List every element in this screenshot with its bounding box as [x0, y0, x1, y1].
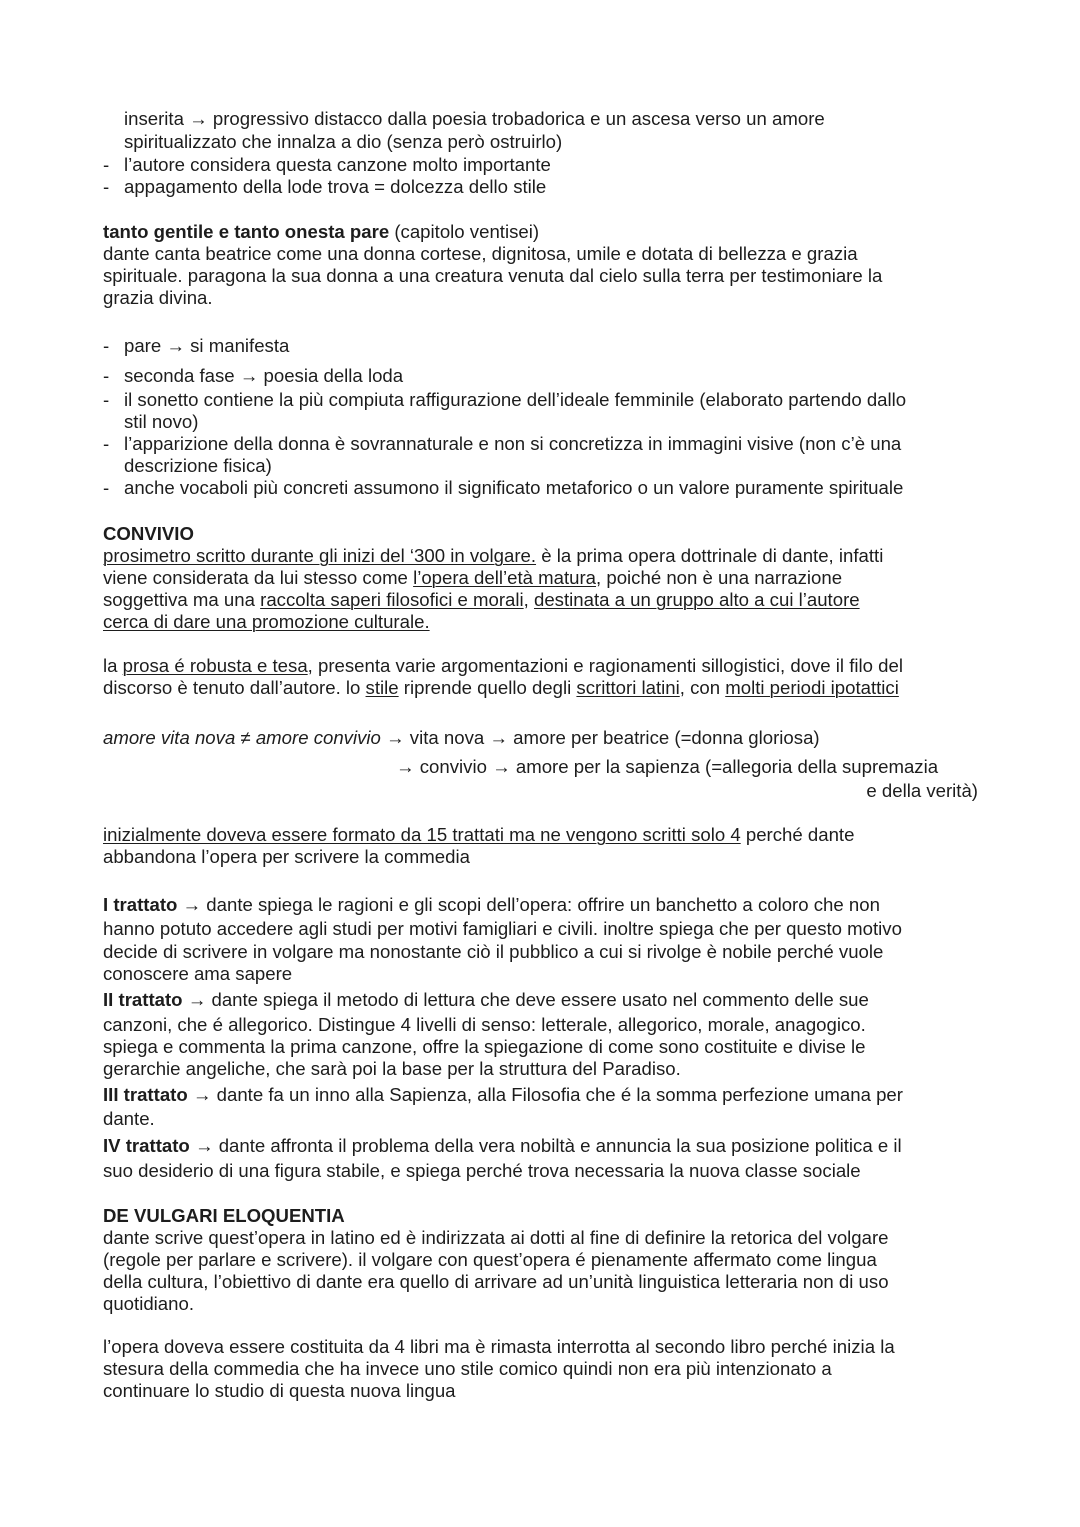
convivio-q1-text: la: [103, 655, 123, 676]
tg-item-d1: l’apparizione della donna è sovrannaturale e non si concretizza in immagini visive (non c’è una: [124, 433, 902, 454]
comparison-vita-nova: → vita nova → amore per beatrice (=donna gloriosa): [380, 727, 820, 748]
comparison-line-1: [103, 727, 820, 750]
dve-p1: dante scrive quest’opera in latino ed è indirizzata ai dotti al fine di definire la retorica del volgare: [103, 1227, 889, 1248]
dve-p2: (regole per parlare e scrivere). il volgare con quest’opera é pienamente affermato come lingua: [103, 1249, 877, 1270]
dve-q1: l’opera doveva essere costituita da 4 libri ma è rimasta interrotta al secondo libro perché inizia la: [103, 1336, 895, 1357]
trattato-1-line-1: [103, 894, 880, 917]
convivio-q2-text: discorso è tenuto dall’autore. lo: [103, 677, 366, 698]
tanto-gentile-p1: dante canta beatrice come una donna cortese, dignitosa, umile e dotata di bellezza e grazia: [103, 243, 858, 264]
bullet-dash: -: [103, 154, 110, 175]
intro-line-4: appagamento della lode trova = dolcezza dello stile: [124, 176, 547, 197]
trattato-3-line-2: dante.: [103, 1108, 155, 1129]
convivio-p3-text: soggettiva ma una: [103, 589, 261, 610]
dve-p4: quotidiano.: [103, 1293, 194, 1314]
trattato-4-label: IV trattato: [103, 1135, 190, 1156]
bullet-dash: -: [103, 477, 110, 498]
tg-item-a: pare → si manifesta: [124, 335, 290, 356]
dve-q3: continuare lo studio di questa nuova lingua: [103, 1380, 456, 1401]
tanto-gentile-heading: [103, 221, 539, 244]
convivio-r1-text: perché dante: [740, 824, 855, 845]
tanto-gentile-p3: grazia divina.: [103, 287, 213, 308]
trattato-4-text: → dante affronta il problema della vera nobiltà e annuncia la sua posizione politica e il: [189, 1135, 902, 1156]
tanto-gentile-p2: spirituale. paragona la sua donna a una creatura venuta dal cielo sulla terra per testimoniare la: [103, 265, 883, 286]
comparison-line-2: → convivio → amore per la sapienza (=allegoria della supremazia: [396, 756, 939, 777]
convivio-q2-text-2: riprende quello degli: [398, 677, 577, 698]
intro-line-3: l’autore considera questa canzone molto importante: [124, 154, 551, 175]
convivio-p2: [103, 567, 842, 590]
convivio-q1-underlined: prosa é robusta e tesa: [122, 655, 308, 676]
convivio-title: CONVIVIO: [103, 523, 194, 544]
trattato-3-label: III trattato: [103, 1084, 188, 1105]
convivio-p2-text: viene considerata da lui stesso come: [103, 567, 414, 588]
convivio-q2-underlined-2: scrittori latini: [576, 677, 680, 698]
dve-p3: della cultura, l’obiettivo di dante era quello di arrivare ad un’unità linguistica letteraria non di uso: [103, 1271, 889, 1292]
convivio-p1-text: è la prima opera dottrinale di dante, infatti: [536, 545, 884, 566]
trattato-1-text: → dante spiega le ragioni e gli scopi dell’opera: offrire un banchetto a coloro che non: [177, 894, 880, 915]
intro-line-1: inserita → progressivo distacco dalla poesia trobadorica e un ascesa verso un amore: [124, 108, 825, 129]
convivio-q2-text-3: , con: [679, 677, 726, 698]
convivio-r1: [103, 824, 854, 847]
bullet-dash: -: [103, 365, 110, 386]
comparison-line-3: e della verità): [866, 780, 978, 801]
convivio-p3: [103, 589, 860, 612]
convivio-q2-underlined-3: molti periodi ipotattici: [725, 677, 899, 698]
bullet-dash: -: [103, 389, 110, 410]
tanto-gentile-title: tanto gentile e tanto onesta pare: [103, 221, 390, 242]
trattato-2-line-1: [103, 989, 869, 1012]
trattato-1-label: I trattato: [103, 894, 178, 915]
tg-item-e: anche vocaboli più concreti assumono il significato metaforico o un valore puramente spirituale: [124, 477, 904, 498]
convivio-q2: [103, 677, 899, 700]
trattato-2-text: → dante spiega il metodo di lettura che deve essere usato nel commento delle sue: [182, 989, 869, 1010]
trattato-2-line-2: canzoni, che é allegorico. Distingue 4 livelli di senso: letterale, allegorico, morale, anagogico.: [103, 1014, 866, 1035]
tg-item-b: seconda fase → poesia della loda: [124, 365, 404, 386]
convivio-q1: [103, 655, 903, 678]
convivio-p3-sep: ,: [523, 589, 534, 610]
bullet-dash: -: [103, 176, 110, 197]
convivio-r2: abbandona l’opera per scrivere la commedia: [103, 846, 470, 867]
convivio-r1-underlined: inizialmente doveva essere formato da 15 trattati ma ne vengono scritti solo 4: [103, 824, 741, 845]
convivio-p1: [103, 545, 883, 568]
bullet-dash: -: [103, 335, 110, 356]
dve-title: DE VULGARI ELOQUENTIA: [103, 1205, 345, 1226]
trattato-2-label: II trattato: [103, 989, 183, 1010]
convivio-q2-underlined-1: stile: [365, 677, 399, 698]
trattato-3-text: → dante fa un inno alla Sapienza, alla Filosofia che é la somma perfezione umana per: [187, 1084, 903, 1105]
intro-line-2: spiritualizzato che innalza a dio (senza però ostruirlo): [124, 131, 563, 152]
trattato-4-line-2: suo desiderio di una figura stabile, e spiega perché trova necessaria la nuova classe sociale: [103, 1160, 861, 1181]
trattato-2-line-4: gerarchie angeliche, che sarà poi la base per la struttura del Paradiso.: [103, 1058, 681, 1079]
tg-item-c1: il sonetto contiene la più compiuta raffigurazione dell’ideale femminile (elaborato partendo dallo: [124, 389, 907, 410]
convivio-p4: cerca di dare una promozione culturale.: [103, 611, 430, 632]
tg-item-c2: stil novo): [124, 411, 199, 432]
convivio-p3-underlined-2: destinata a un gruppo alto a cui l’autore: [533, 589, 860, 610]
comparison-italic: amore vita nova ≠ amore convivio: [103, 727, 381, 748]
tanto-gentile-subtitle: (capitolo ventisei): [389, 221, 540, 242]
trattato-1-line-4: conoscere ama sapere: [103, 963, 293, 984]
trattato-1-line-2: hanno potuto accedere agli studi per motivi famigliari e civili. inoltre spiega che per questo motivo: [103, 918, 902, 939]
trattato-4-line-1: [103, 1135, 902, 1158]
convivio-p2-tail: , poiché non è una narrazione: [596, 567, 843, 588]
convivio-p1-underlined: prosimetro scritto durante gli inizi del ‘300 in volgare.: [103, 545, 537, 566]
convivio-p2-underlined: l’opera dell’età matura: [413, 567, 597, 588]
bullet-dash: -: [103, 433, 110, 454]
trattato-2-line-3: spiega e commenta la prima canzone, offre la spiegazione di come sono costituite e divise le: [103, 1036, 866, 1057]
trattato-3-line-1: [103, 1084, 903, 1107]
trattato-1-line-3: decide di scrivere in volgare ma nonostante ciò il pubblico a cui si rivolge è nobile perché vuole: [103, 941, 884, 962]
convivio-p3-underlined-1: raccolta saperi filosofici e morali: [260, 589, 524, 610]
dve-q2: stesura della commedia che ha invece uno stile comico quindi non era più intenzionato a: [103, 1358, 832, 1379]
convivio-q1-tail: , presenta varie argomentazioni e ragionamenti sillogistici, dove il filo del: [307, 655, 903, 676]
tg-item-d2: descrizione fisica): [124, 455, 272, 476]
